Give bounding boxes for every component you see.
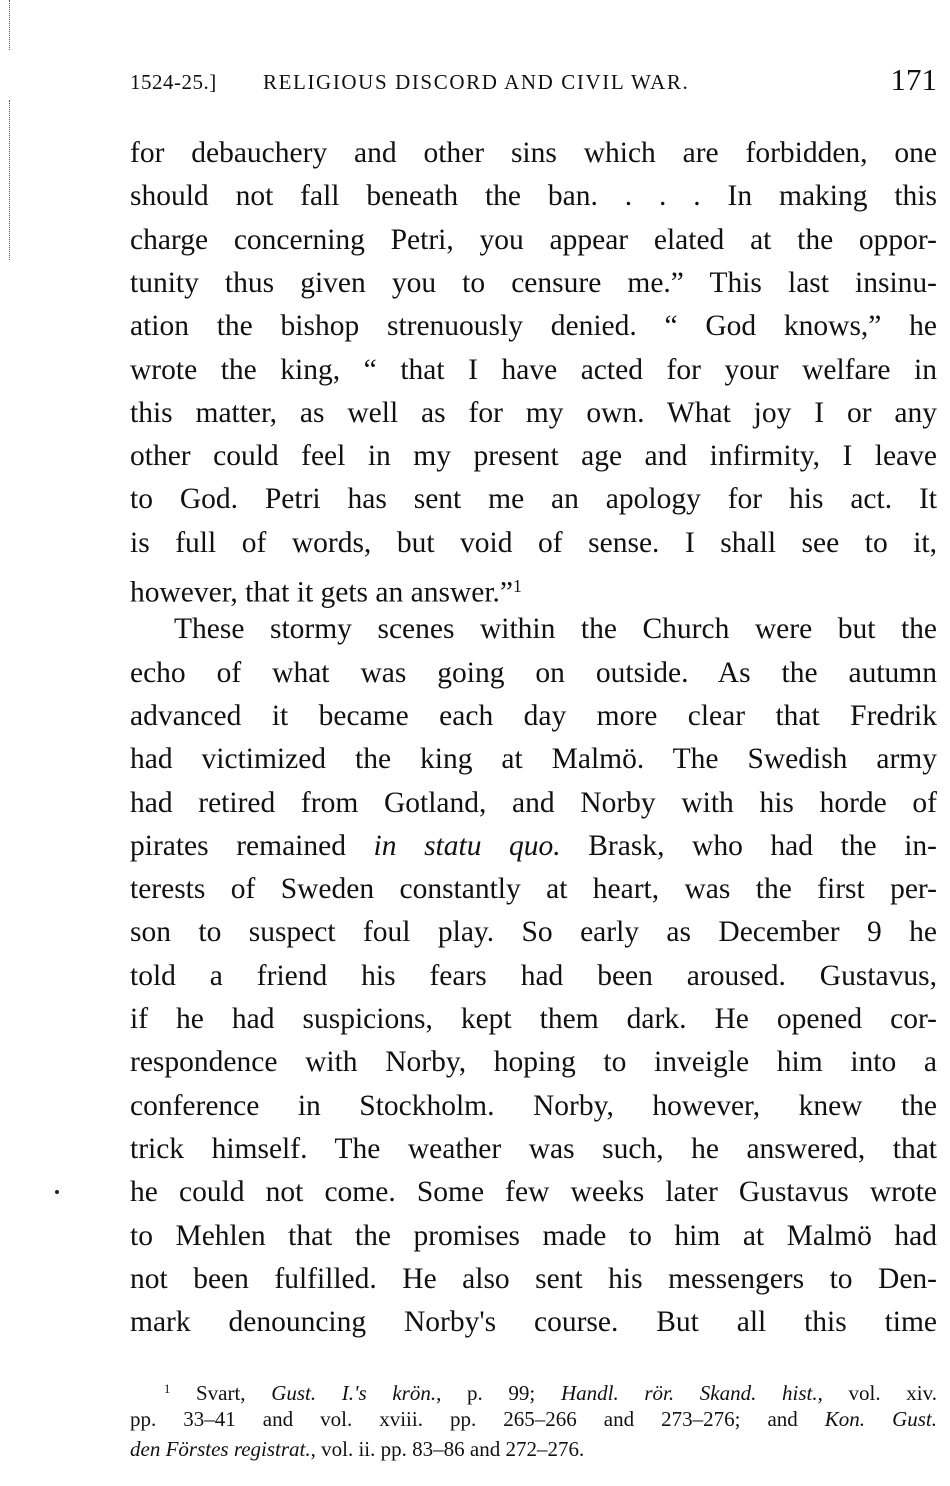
text-segment: he could not come. Some few weeks later Gustavus wrote — [130, 1176, 937, 1209]
text-segment: other could feel in my present age and infirmity, I leave — [130, 440, 937, 473]
text-segment: is full of words, but void of sense. I shall see to it, — [130, 526, 937, 559]
text-line — [130, 1041, 937, 1084]
text-segment: , vol. ii. pp. 83–86 and 272–276. — [310, 1437, 585, 1461]
text-segment: , vol. xiv. — [817, 1380, 937, 1405]
header-running-title: RELIGIOUS DISCORD AND CIVIL WAR. — [263, 70, 690, 94]
text-segment: These stormy scenes within the Church were but the — [174, 613, 937, 646]
text-segment: pirates remained — [130, 829, 374, 862]
text-line — [130, 652, 937, 695]
text-segment: ation the bishop strenuously denied. “ God knows,” he — [130, 310, 937, 343]
footnote-marker: 1 — [513, 576, 522, 596]
footnote-line — [130, 1404, 937, 1434]
text-line — [130, 1085, 937, 1128]
header-date-range: 1524-25.] — [130, 70, 217, 94]
text-segment: echo of what was going on outside. As the autumn — [130, 656, 937, 689]
text-segment: conference in Stockholm. Norby, however, knew the — [130, 1089, 937, 1122]
text-line — [130, 782, 937, 825]
text-segment: , p. 99; — [436, 1380, 561, 1405]
text-line — [130, 738, 937, 781]
text-line — [130, 478, 937, 521]
text-line — [130, 565, 937, 608]
text-segment: son to suspect foul play. So early as December 9 he — [130, 916, 937, 949]
text-line — [130, 825, 937, 868]
italic-text: Gust. I.'s krön. — [271, 1380, 437, 1405]
text-line — [130, 132, 937, 175]
text-segment: pp. 33–41 and vol. xviii. pp. 265–266 and 273–276; and — [130, 1407, 825, 1431]
text-line — [130, 1301, 937, 1344]
text-line — [130, 998, 937, 1041]
text-segment: if he had suspicions, kept them dark. He opened cor- — [130, 1003, 937, 1035]
text-line — [130, 392, 937, 435]
text-line — [130, 305, 937, 348]
scan-edge-marks — [9, 0, 10, 50]
text-segment: mark denouncing Norby's course. But all this time — [130, 1306, 937, 1339]
text-line — [130, 868, 937, 911]
text-line — [130, 219, 937, 262]
text-line — [130, 175, 937, 218]
text-segment: respondence with Norby, hoping to inveigle him into a — [130, 1046, 937, 1079]
text-segment: Svart, — [170, 1380, 272, 1405]
text-segment: however, that it gets an answer.” — [130, 576, 514, 609]
text-line — [130, 435, 937, 478]
running-header — [130, 62, 937, 98]
text-segment: advanced it became each day more clear that Fredrik — [130, 699, 937, 732]
text-segment: had retired from Gotland, and Norby with his horde of — [130, 786, 937, 819]
text-line — [130, 262, 937, 305]
text-line — [130, 522, 937, 565]
text-segment: tunity thus given you to censure me.” This last insinu- — [130, 266, 937, 299]
text-segment: to Mehlen that the promises made to him at Malmö had — [130, 1219, 937, 1252]
page-number: 171 — [890, 62, 937, 97]
italic-text: Kon. Gust. — [824, 1407, 937, 1431]
text-line — [130, 1128, 937, 1171]
italic-text: in statu quo. — [373, 829, 561, 862]
text-segment: wrote the king, “ that I have acted for your welfare in — [130, 353, 937, 386]
text-line — [130, 695, 937, 738]
italic-text: Handl. rör. Skand. hist. — [560, 1380, 818, 1405]
text-segment: this matter, as well as for my own. What joy I or any — [130, 396, 937, 429]
scan-edge-marks — [9, 100, 10, 260]
scan-speck — [55, 1190, 59, 1194]
text-line — [130, 955, 937, 998]
text-line — [130, 1215, 937, 1258]
text-segment: had victimized the king at Malmö. The Swedish army — [130, 743, 937, 776]
italic-text: den Förstes registrat. — [130, 1437, 311, 1461]
text-line — [130, 1171, 937, 1214]
text-segment: Brask, who had the in- — [560, 829, 937, 862]
text-segment: for debauchery and other sins which are forbidden, one — [130, 137, 937, 169]
footnote-line — [130, 1434, 937, 1464]
text-line — [130, 349, 937, 392]
text-segment: to God. Petri has sent me an apology for his act. It — [130, 483, 937, 516]
text-line — [130, 1258, 937, 1301]
text-segment: told a friend his fears had been aroused. Gustavus, — [130, 959, 937, 992]
text-line — [130, 608, 937, 651]
footnote-line — [130, 1374, 937, 1408]
text-segment: not been fulfilled. He also sent his messengers to Den- — [130, 1262, 937, 1295]
text-segment: charge concerning Petri, you appear elated at the oppor- — [130, 223, 937, 256]
text-line — [130, 911, 937, 954]
text-segment: trick himself. The weather was such, he answered, that — [130, 1132, 937, 1165]
text-segment: should not fall beneath the ban. . . . In making this — [130, 180, 937, 213]
text-segment: terests of Sweden constantly at heart, was the first per- — [130, 873, 937, 906]
footnote-marker: 1 — [164, 1382, 171, 1396]
